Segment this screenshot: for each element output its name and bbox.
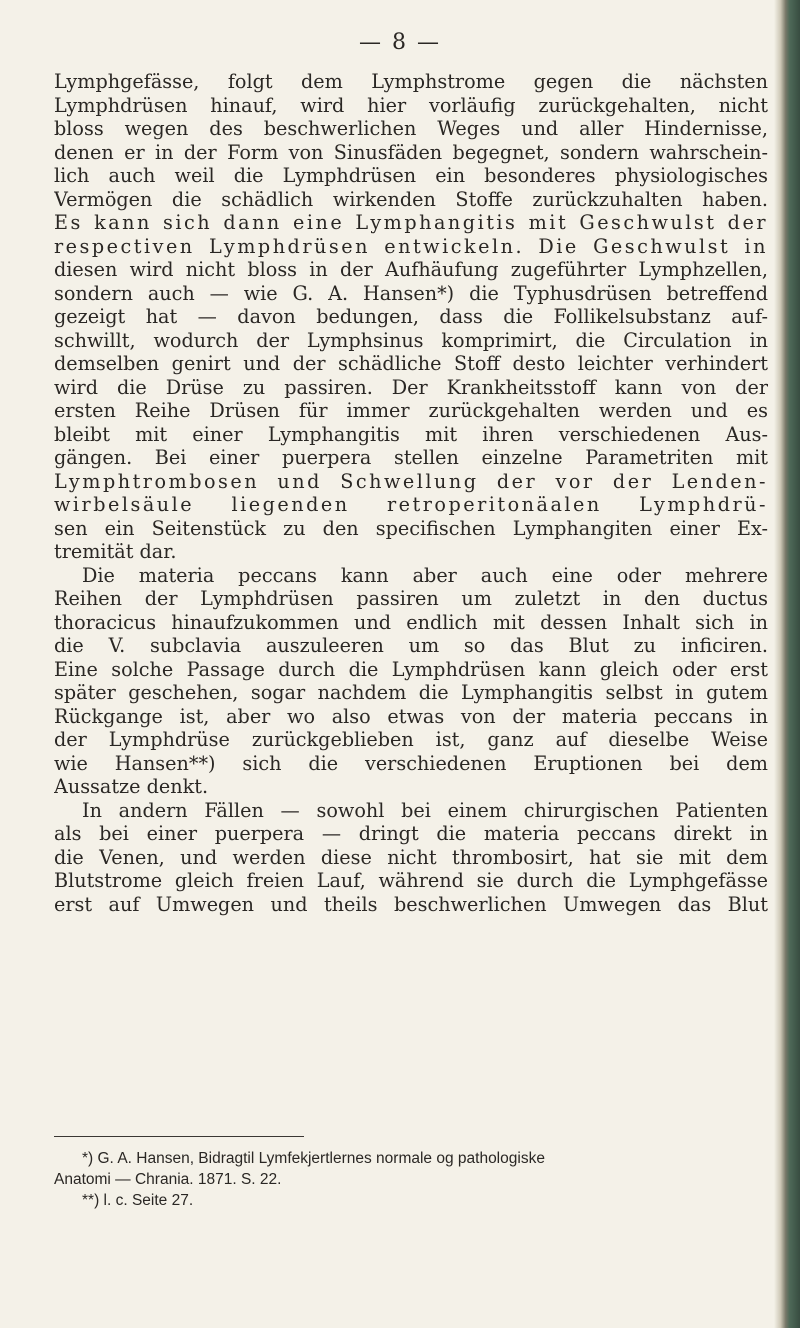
- text-line: wirbelsäule liegenden retroperitonäalen Lymphdrü-: [54, 493, 768, 516]
- page-edge-shadow: [774, 0, 800, 1328]
- text-line: gängen. Bei einer puerpera stellen einzelne Parametriten mit: [54, 446, 768, 469]
- text-line: sen ein Seitenstück zu den specifischen Lymphangiten einer Ex-: [54, 516, 768, 540]
- text-line: demselben genirt und der schädliche Stoff desto leichter verhindert: [54, 352, 768, 375]
- text-line: schwillt, wodurch der Lymphsinus komprimirt, die Circulation in: [54, 328, 768, 352]
- footnote-divider: [54, 1136, 304, 1137]
- text-line: die V. subclavia auszuleeren um so das Blut zu inficiren.: [54, 634, 768, 657]
- text-line: später geschehen, sogar nachdem die Lymphangitis selbst in gutem: [54, 681, 768, 704]
- text-line: wird die Drüse zu passiren. Der Krankheitsstoff kann von der: [54, 375, 768, 399]
- text-line: als bei einer puerpera — dringt die materia peccans direkt in: [54, 822, 768, 845]
- text-line: ersten Reihe Drüsen für immer zurückgehalten werden und es: [54, 399, 768, 422]
- text-line: Rückgange ist, aber wo also etwas von der materia peccans in: [54, 704, 768, 728]
- text-line: Vermögen die schädlich wirkenden Stoffe zurückzuhalten haben.: [54, 187, 768, 211]
- footnote: *) G. A. Hansen, Bidragtil Lymfekjertlernes normale og pathologiske: [82, 1150, 545, 1167]
- text-line: In andern Fällen — sowohl bei einem chirurgischen Patienten: [82, 798, 768, 822]
- text-line: Lymphdrüsen hinauf, wird hier vorläufig zurückgehalten, nicht: [54, 93, 768, 117]
- footnote: **) l. c. Seite 27.: [82, 1192, 194, 1209]
- text-line: Die materia peccans kann aber auch eine oder mehrere: [82, 563, 768, 587]
- text-line: tremität dar.: [54, 540, 177, 563]
- text-line: bloss wegen des beschwerlichen Weges und aller Hindernisse,: [54, 117, 768, 140]
- footnotes: [54, 1148, 768, 1211]
- text-line: Aussatze denkt.: [54, 775, 209, 798]
- text-line: erst auf Umwegen und theils beschwerlichen Umwegen das Blut: [54, 892, 768, 916]
- text-line: die Venen, und werden diese nicht thrombosirt, hat sie mit dem: [54, 845, 768, 869]
- text-line: Lymphgefässe, folgt dem Lymphstrome gegen die nächsten: [54, 70, 768, 93]
- body-text: [54, 70, 768, 916]
- text-line: thoracicus hinaufzukommen und endlich mit dessen Inhalt sich in: [54, 610, 768, 634]
- text-line: wie Hansen**) sich die verschiedenen Eruptionen bei dem: [54, 751, 768, 775]
- text-line: lich auch weil die Lymphdrüsen ein besonderes physiologisches: [54, 164, 768, 187]
- text-line: diesen wird nicht bloss in der Aufhäufung zugeführter Lymphzellen,: [54, 258, 768, 281]
- text-line: respectiven Lymphdrüsen entwickeln. Die Geschwulst in: [54, 234, 768, 258]
- text-line: Reihen der Lymphdrüsen passiren um zuletzt in den ductus: [54, 587, 768, 610]
- text-line: der Lymphdrüse zurückgeblieben ist, ganz auf dieselbe Weise: [54, 728, 768, 751]
- text-line: Blutstrome gleich freien Lauf, während sie durch die Lymphgefässe: [54, 869, 768, 892]
- text-line: sondern auch — wie G. A. Hansen*) die Typhusdrüsen betreffend: [54, 281, 768, 305]
- text-line: gezeigt hat — davon bedungen, dass die Follikelsubstanz auf-: [54, 305, 768, 328]
- text-line: Eine solche Passage durch die Lymphdrüsen kann gleich oder erst: [54, 657, 768, 681]
- text-line: bleibt mit einer Lymphangitis mit ihren verschiedenen Aus-: [54, 422, 768, 446]
- text-line: Lymphtrombosen und Schwellung der vor der Lenden-: [54, 469, 768, 493]
- text-line: denen er in der Form von Sinusfäden begegnet, sondern wahrschein-: [54, 140, 768, 164]
- page-number: — 8 —: [359, 30, 441, 55]
- text-line: Es kann sich dann eine Lymphangitis mit Geschwulst der: [54, 211, 768, 234]
- footnote: Anatomi — Chrania. 1871. S. 22.: [54, 1171, 282, 1188]
